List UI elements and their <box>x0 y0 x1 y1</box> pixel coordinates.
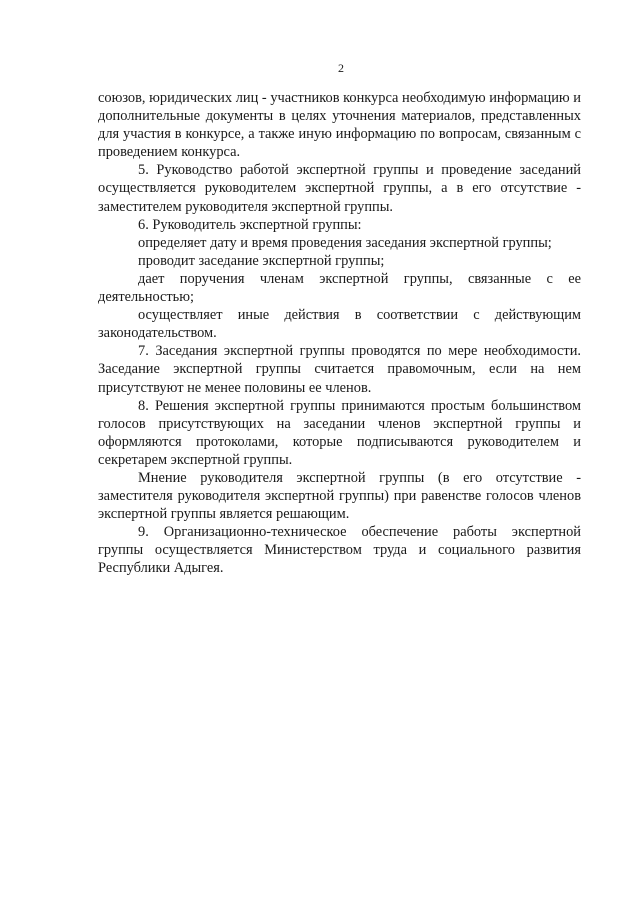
paragraph: 9. Организационно-техническое обеспечение работы экспертной группы осуществляется Министерством труда и социального развития Республики Адыгея. <box>98 524 581 577</box>
paragraph: 6. Руководитель экспертной группы: <box>138 216 362 233</box>
paragraph: дает поручения членам экспертной группы, связанные с ее деятельностью; <box>98 270 581 306</box>
paragraph: 5. Руководство работой экспертной группы и проведение заседаний осуществляется руководителем экспертной группы, а в его отсутствие - заместителем руководителя экспертной группы. <box>98 162 581 215</box>
paragraph: Мнение руководителя экспертной группы (в его отсутствие - заместителя руководителя экспертной группы) при равенстве голосов членов экспертной группы является решающим. <box>98 469 581 523</box>
paragraph: осуществляет иные действия в соответствии с действующим законодательством. <box>98 307 581 342</box>
paragraph: 7. Заседания экспертной группы проводятся по мере необходимости. Заседание экспертной группы считается правомочным, если на нем присутствуют не менее половины ее членов. <box>98 343 581 396</box>
paragraph: определяет дату и время проведения заседания экспертной группы; <box>138 234 552 251</box>
document-body <box>98 89 581 578</box>
paragraph: проводит заседание экспертной группы; <box>138 252 385 269</box>
page-number: 2 <box>338 61 344 75</box>
paragraph: 8. Решения экспертной группы принимаются простым большинством голосов присутствующих на заседании членов экспертной группы и оформляются протоколами, которые подписываются руководителем и секретарем экспертной группы. <box>98 397 581 468</box>
paragraph: союзов, юридических лиц - участников конкурса необходимую информацию и дополнительные документы в целях уточнения материалов, представленных для участия в конкурсе, а также иную информацию по вопросам, связанным с проведением конкурса. <box>98 90 581 161</box>
